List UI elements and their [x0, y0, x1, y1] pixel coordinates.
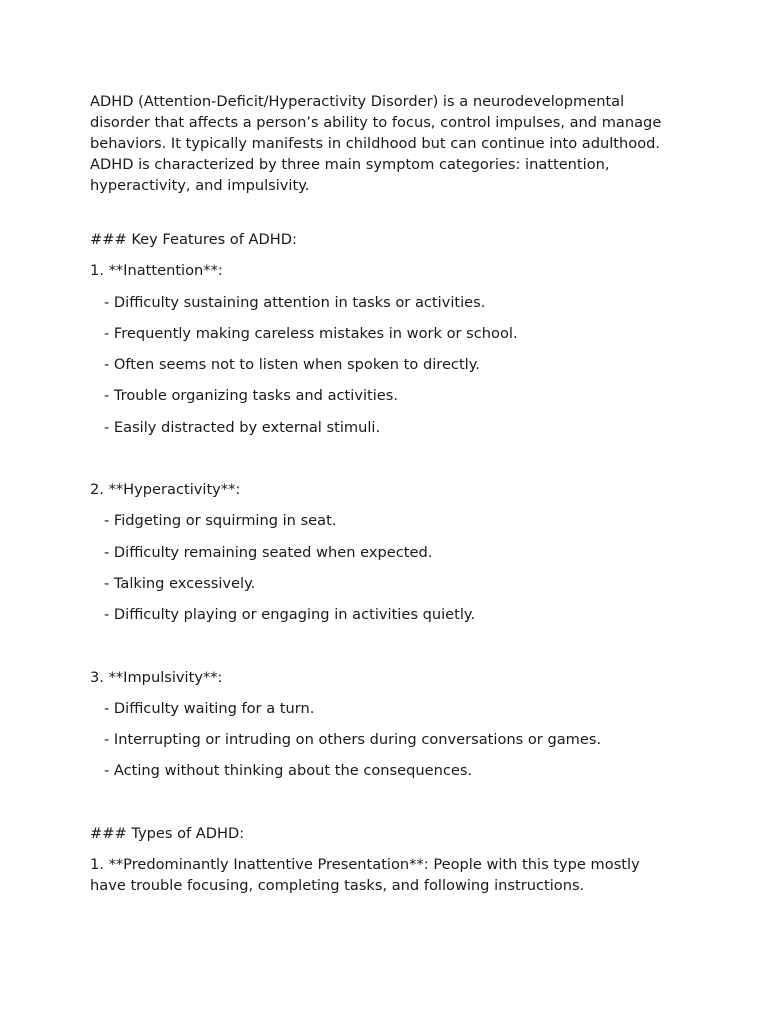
- list-item: - Often seems not to listen when spoken to directly.: [104, 356, 480, 374]
- list-item: - Talking excessively.: [104, 574, 256, 592]
- list-item: - Difficulty remaining seated when expected.: [104, 543, 433, 561]
- spacer: [90, 448, 670, 479]
- types-heading: ### Types of ADHD:: [90, 824, 245, 842]
- list-item: - Easily distracted by external stimuli.: [104, 418, 381, 436]
- section-title-inattention: 1. **Inattention**:: [90, 262, 223, 280]
- list-item: - Trouble organizing tasks and activities.: [104, 387, 399, 405]
- list-item: - Difficulty playing or engaging in activities quietly.: [104, 606, 476, 624]
- section-title-impulsivity: 3. **Impulsivity**:: [90, 668, 223, 686]
- spacer: [90, 792, 670, 823]
- list-item: - Fidgeting or squirming in seat.: [104, 512, 337, 530]
- document-page: [90, 91, 670, 896]
- list-item: - Difficulty waiting for a turn.: [104, 699, 315, 717]
- spacer: [90, 636, 670, 667]
- list-item: - Acting without thinking about the consequences.: [104, 762, 473, 780]
- list-item: - Interrupting or intruding on others during conversations or games.: [104, 731, 602, 749]
- list-item: - Difficulty sustaining attention in tasks or activities.: [104, 293, 486, 311]
- key-features-heading: ### Key Features of ADHD:: [90, 231, 297, 248]
- list-item: - Frequently making careless mistakes in work or school.: [104, 324, 518, 342]
- intro-paragraph: ADHD (Attention-Deficit/Hyperactivity Disorder) is a neurodevelopmental disorder that affects a person’s ability to focus, control impulses, and manage behaviors. It typically manifests in childhood but can continue into adulthood. ADHD is characterized by three main symptom categories: inattention, hyperactivity, and impulsivity.: [90, 93, 666, 194]
- types-first-item: 1. **Predominantly Inattentive Presentation**: People with this type mostly have trouble focusing, completing tasks, and following instructions.: [90, 856, 645, 895]
- spacer: [90, 196, 670, 229]
- section-title-hyperactivity: 2. **Hyperactivity**:: [90, 481, 241, 499]
